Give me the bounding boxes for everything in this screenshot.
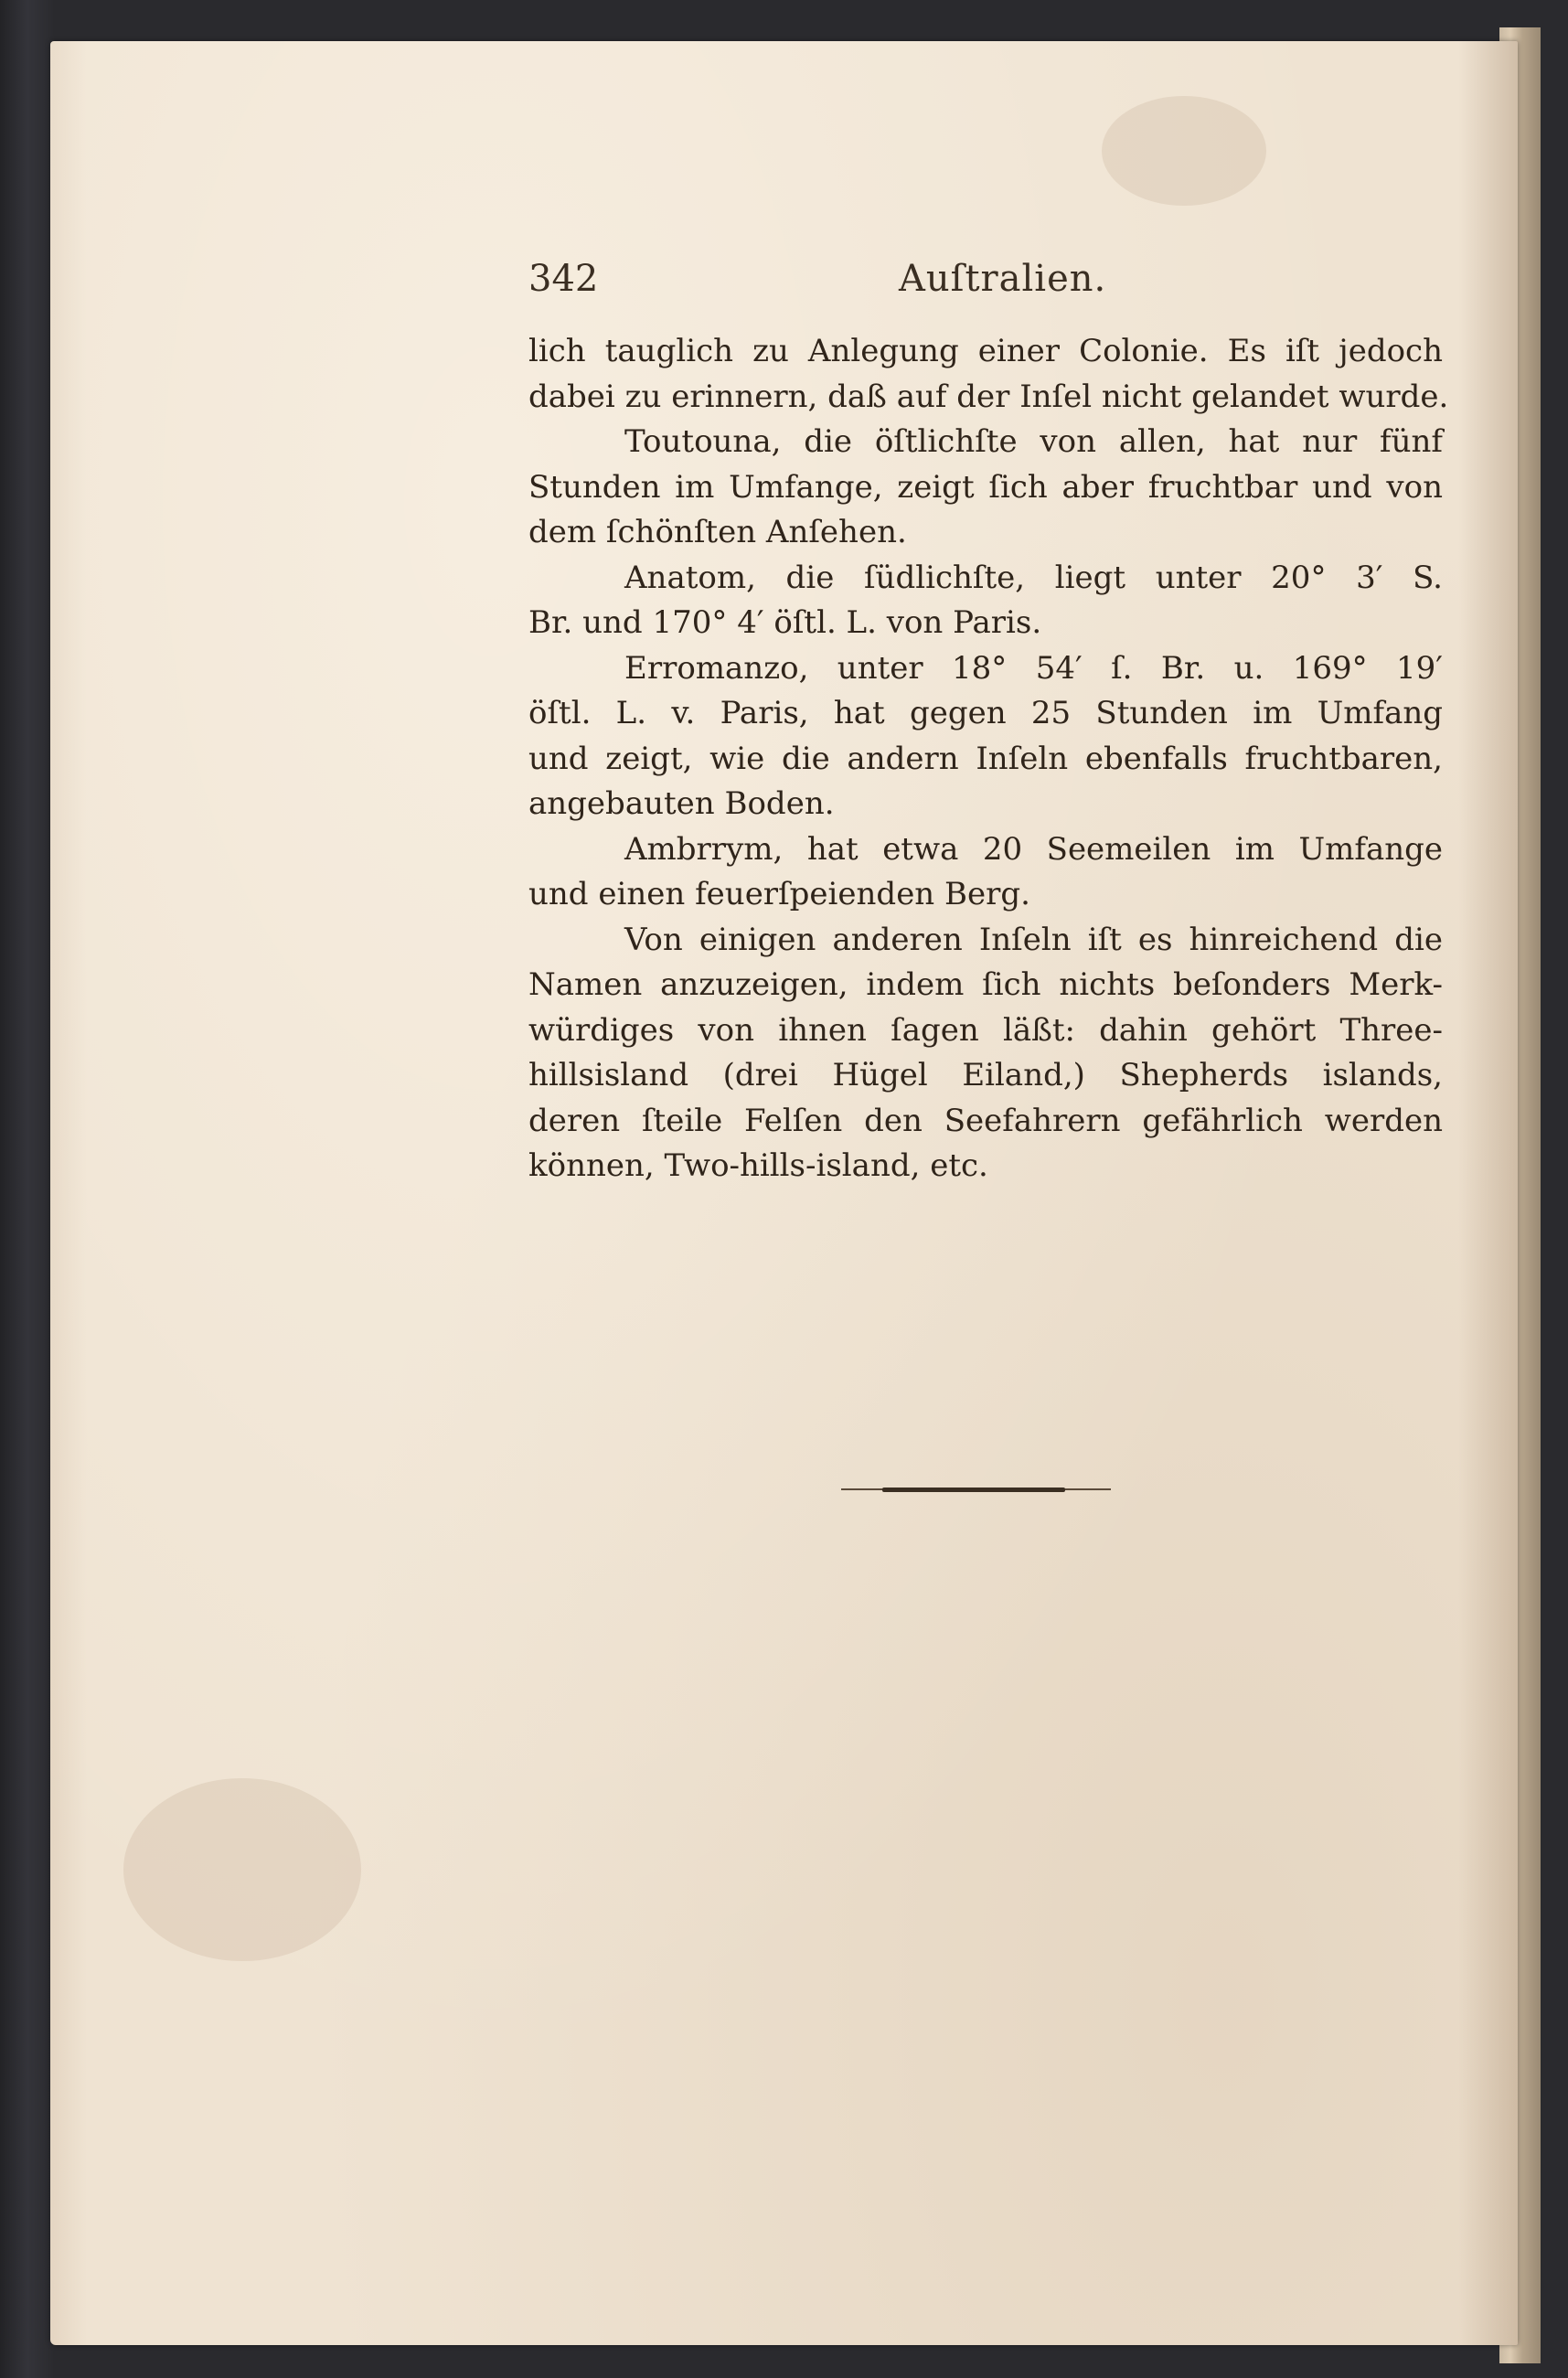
- text-line: angebauten Boden.: [528, 785, 835, 822]
- text-line: Anatom, die ſüdlichſte, liegt unter 20° 3′ S.: [624, 559, 1443, 596]
- text-line: dabei zu erinnern, daß auf der Inſel nicht gelandet wurde.: [528, 378, 1449, 415]
- text-line: Erromanzo, unter 18° 54′ ſ. Br. u. 169° 19′: [624, 649, 1443, 687]
- paper-stain: [1102, 96, 1266, 206]
- text-line: hillsisland (drei Hügel Eiland,) Shepherds islands,: [528, 1057, 1443, 1093]
- text-line: Br. und 170° 4′ öſtl. L. von Paris.: [528, 604, 1042, 641]
- text-line: Stunden im Umfange, zeigt ſich aber fruchtbar und von: [528, 468, 1443, 506]
- text-line: und einen feuerſpeienden Berg.: [528, 876, 1030, 912]
- running-head: Auſtralien.: [899, 258, 1107, 300]
- text-line: Von einigen anderen Inſeln iſt es hinreichend die: [624, 921, 1443, 958]
- body-text: [528, 329, 1449, 1189]
- section-divider: [841, 1488, 1111, 1491]
- text-line: würdiges von ihnen ſagen läßt: dahin gehört Three-: [528, 1011, 1443, 1049]
- text-line: lich tauglich zu Anlegung einer Colonie. Es iſt jedoch: [528, 333, 1443, 369]
- text-line: dem ſchönſten Anſehen.: [528, 514, 907, 550]
- text-line: Toutouna, die öſtlichſte von allen, hat nur fünf: [624, 423, 1443, 460]
- paper-stain: [123, 1778, 361, 1961]
- text-line: Namen anzuzeigen, indem ſich nichts beſonders Merk-: [528, 966, 1443, 1003]
- text-line: Ambrrym, hat etwa 20 Seemeilen im Umfange: [624, 830, 1443, 868]
- text-line: und zeigt, wie die andern Inſeln ebenfalls fruchtbaren,: [528, 740, 1443, 777]
- page-number: 342: [528, 258, 599, 300]
- text-line: können, Two-hills-island, etc.: [528, 1147, 988, 1184]
- text-line: deren ſteile Felſen den Seefahrern gefährlich werden: [528, 1102, 1443, 1139]
- text-line: öſtl. L. v. Paris, hat gegen 25 Stunden im Umfang: [528, 695, 1443, 731]
- divider-ornament: [882, 1488, 1065, 1492]
- page-header: [528, 258, 1443, 313]
